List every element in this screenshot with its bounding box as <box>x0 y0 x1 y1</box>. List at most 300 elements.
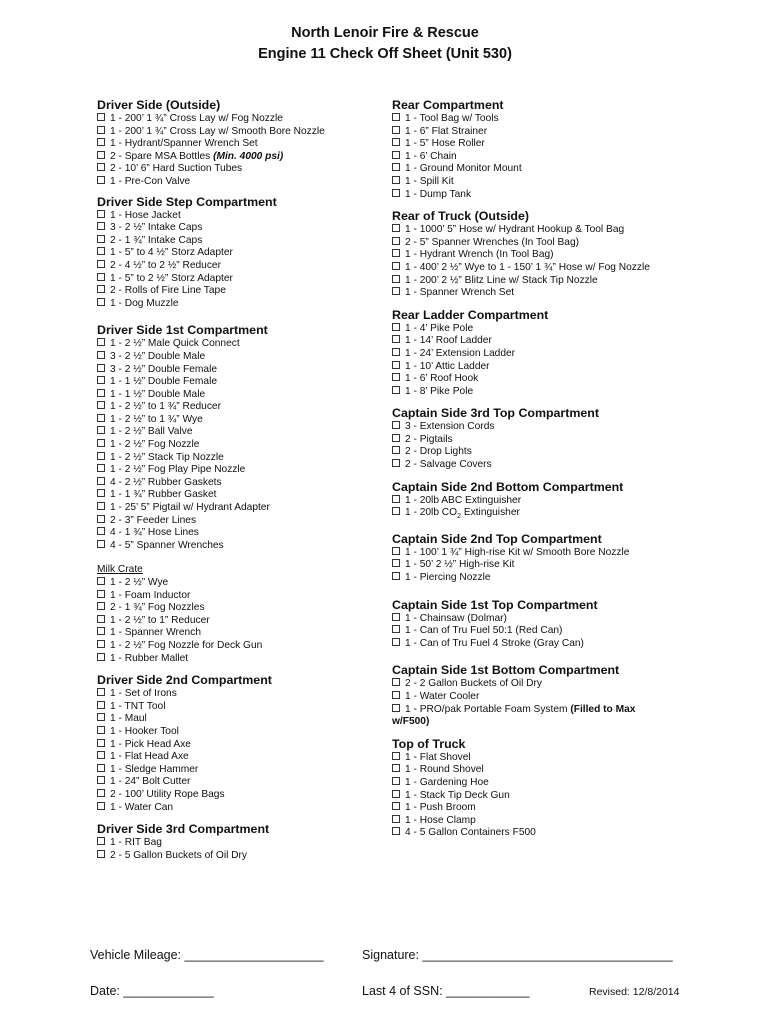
checklist-item <box>392 323 672 336</box>
checkbox-icon[interactable] <box>392 126 400 134</box>
section-title: Driver Side 1st Compartment <box>97 323 268 338</box>
checklist-item <box>97 273 387 286</box>
checklist-item <box>392 386 672 399</box>
section-captain-1st-top <box>392 598 672 651</box>
checklist-item <box>97 739 387 752</box>
checklist-item <box>97 615 387 628</box>
checklist-item-label: 2 - 3” Feeder Lines <box>110 514 197 526</box>
checklist-item-label: 1 - 2 ½” Wye <box>110 577 169 588</box>
checklist-item-label: 2 - 2 Gallon Buckets of Oil Dry <box>405 678 543 690</box>
checkbox-icon[interactable] <box>97 615 105 623</box>
checklist-item-label: 1 - 2 ½” Fog Nozzle for Deck Gun <box>110 639 263 651</box>
checklist-item <box>392 373 672 386</box>
checkbox-icon[interactable] <box>392 249 400 257</box>
checkbox-icon[interactable] <box>392 559 400 567</box>
checklist-item <box>97 764 387 777</box>
checklist-item-label: 3 - 2 ½” Intake Caps <box>110 222 203 234</box>
checklist-item <box>97 602 387 615</box>
checklist-item <box>97 285 387 298</box>
checkbox-icon[interactable] <box>392 348 400 356</box>
checklist-item-label: 1 - Pick Head Axe <box>110 738 191 750</box>
checklist-item <box>392 802 672 815</box>
checkbox-icon[interactable] <box>392 163 400 171</box>
checkbox-icon[interactable] <box>392 373 400 381</box>
item-list <box>392 224 672 300</box>
checklist-item-label: 1 - 24’ Extension Ladder <box>405 347 516 359</box>
checklist-item <box>392 790 672 803</box>
checkbox-icon[interactable] <box>392 262 400 270</box>
checkbox-icon[interactable] <box>97 688 105 696</box>
checkbox-icon[interactable] <box>392 625 400 633</box>
checklist-item <box>97 452 387 465</box>
checklist-item <box>97 364 387 377</box>
checkbox-icon[interactable] <box>97 285 105 293</box>
checklist-item-label: 1 - Hydrant/Spanner Wrench Set <box>110 138 258 150</box>
checklist-item-label: 1 - 1000’ 5” Hose w/ Hydrant Hookup & Tool Bag <box>405 224 625 236</box>
checkbox-icon[interactable] <box>97 464 105 472</box>
checklist-item-label: 1 - Spill Kit <box>405 175 454 187</box>
checklist-item <box>97 477 387 490</box>
checklist-item-label: 1 - Stack Tip Deck Gun <box>405 789 510 801</box>
checklist-item-label: 1 - 2 ½” to 1 ¾” Wye <box>110 413 203 425</box>
checklist-item-foam <box>392 704 672 729</box>
checklist-item-label: 4 - 2 ½” Rubber Gaskets <box>110 476 222 488</box>
checklist-item-label: 1 - RIT Bag <box>110 837 162 849</box>
checklist-item <box>392 224 672 237</box>
checkbox-icon[interactable] <box>97 364 105 372</box>
checkbox-icon[interactable] <box>97 540 105 548</box>
section-title: Rear Ladder Compartment <box>392 307 549 322</box>
section-title: Driver Side 3rd Compartment <box>97 822 270 837</box>
checklist-item-label: 1 - Piercing Nozzle <box>405 572 491 584</box>
checkbox-icon[interactable] <box>392 361 400 369</box>
left-column <box>97 98 387 862</box>
checkbox-icon[interactable] <box>97 627 105 635</box>
checklist-item-label: 1 - 200’ 1 ¾” Cross Lay w/ Fog Nozzle <box>110 113 283 124</box>
section-driver-side-3rd <box>97 822 387 862</box>
checklist-item <box>97 376 387 389</box>
checklist-item-label: 1 - 25’ 5” Pigtail w/ Hydrant Adapter <box>110 502 270 514</box>
checklist-item <box>97 113 387 126</box>
checklist-item-label: 1 - Pre-Con Valve <box>110 175 191 187</box>
checklist-item <box>392 249 672 262</box>
section-rear-of-truck <box>392 209 672 300</box>
checkbox-icon[interactable] <box>97 126 105 134</box>
msa-note: (Min. 4000 psi) <box>210 150 284 162</box>
checkbox-icon[interactable] <box>97 477 105 485</box>
checklist-item <box>97 802 387 815</box>
checklist-item-label: 1 - 5” to 2 ½” Storz Adapter <box>110 272 233 284</box>
checklist-item <box>392 421 672 434</box>
section-title: Driver Side Step Compartment <box>97 194 277 209</box>
checklist-item-label: 1 - 2 ½” to 1 ¾” Reducer <box>110 401 221 413</box>
checklist-item <box>97 163 387 176</box>
section-title: Captain Side 2nd Top Compartment <box>392 531 602 546</box>
section-captain-3rd-top <box>392 406 672 471</box>
checkbox-icon[interactable] <box>97 247 105 255</box>
checklist-item <box>97 260 387 273</box>
checkbox-icon[interactable] <box>392 547 400 555</box>
checklist-item-label: 1 - Hose Jacket <box>110 209 181 221</box>
checkbox-icon[interactable] <box>97 260 105 268</box>
item-list <box>97 837 387 862</box>
item-list <box>392 613 672 651</box>
checklist-item-label: 1 - 4’ Pike Pole <box>405 322 474 334</box>
checkbox-icon[interactable] <box>392 138 400 146</box>
checklist-item <box>392 777 672 790</box>
checkbox-icon[interactable] <box>392 421 400 429</box>
checklist-item <box>97 401 387 414</box>
checklist-item-label: 1 - Round Shovel <box>405 764 484 776</box>
checklist-item <box>97 837 387 850</box>
checkbox-icon[interactable] <box>392 704 400 712</box>
checkbox-icon[interactable] <box>97 163 105 171</box>
checklist-item <box>97 351 387 364</box>
section-driver-side-step <box>97 195 387 311</box>
checklist-item <box>392 764 672 777</box>
checkbox-icon[interactable] <box>97 273 105 281</box>
checklist-item-label: 1 - 50’ 2 ½” High-rise Kit <box>405 559 515 571</box>
checklist-item <box>392 446 672 459</box>
checkbox-icon[interactable] <box>392 446 400 454</box>
section-top-of-truck <box>392 737 672 840</box>
checkbox-icon[interactable] <box>392 237 400 245</box>
checklist-item-label: 2 - 4 ½” to 2 ½” Reducer <box>110 259 221 271</box>
document-title: North Lenoir Fire & Rescue <box>291 25 479 41</box>
checklist-item-label: 2 - 1 ¾” Intake Caps <box>110 234 203 246</box>
checkbox-icon[interactable] <box>97 401 105 409</box>
checkbox-icon[interactable] <box>97 351 105 359</box>
checklist-item-label: 1 - 1 ½” Double Male <box>110 388 206 400</box>
checklist-item-label: 1 - Rubber Mallet <box>110 652 189 664</box>
item-list <box>97 113 387 189</box>
checkbox-icon[interactable] <box>97 439 105 447</box>
checkbox-icon[interactable] <box>97 452 105 460</box>
item-list <box>97 338 387 552</box>
checklist-item-label: 1 - 200’ 1 ¾” Cross Lay w/ Smooth Bore Nozzle <box>110 125 325 137</box>
revised-date: Revised: 12/8/2014 <box>589 986 680 998</box>
vehicle-mileage-field[interactable]: Vehicle Mileage: ____________________ <box>90 948 324 962</box>
checkbox-icon[interactable] <box>392 189 400 197</box>
checklist-item <box>392 189 672 202</box>
checklist-item-label: 2 - Pigtails <box>405 433 453 445</box>
checklist-item <box>97 126 387 139</box>
checklist-item-label: 1 - 5” Hose Roller <box>405 138 485 150</box>
checkbox-icon[interactable] <box>97 713 105 721</box>
checkbox-icon[interactable] <box>97 515 105 523</box>
checklist-item <box>97 713 387 726</box>
section-captain-2nd-bottom <box>392 480 672 524</box>
checkbox-icon[interactable] <box>97 789 105 797</box>
checkbox-icon[interactable] <box>97 113 105 121</box>
checkbox-icon[interactable] <box>392 335 400 343</box>
co2-prefix: 1 - 20lb CO <box>405 507 458 519</box>
document-subtitle: Engine 11 Check Off Sheet (Unit 530) <box>258 46 512 62</box>
checkbox-icon[interactable] <box>97 222 105 230</box>
section-title: Rear Compartment <box>392 98 504 112</box>
checklist-item-label: 1 - 2 ½” Fog Play Pipe Nozzle <box>110 464 246 476</box>
checkbox-icon[interactable] <box>97 298 105 306</box>
item-list <box>392 421 672 471</box>
checklist-item <box>97 489 387 502</box>
checklist-item-label: 2 - Salvage Covers <box>405 459 492 471</box>
item-list <box>97 577 387 665</box>
checklist-item-label: 2 - Spare MSA Bottles <box>110 150 211 162</box>
checklist-item-label: 2 - 5” Spanner Wrenches (In Tool Bag) <box>405 236 580 248</box>
section-milk-crate <box>97 564 387 665</box>
checklist-item <box>97 439 387 452</box>
checkbox-icon[interactable] <box>97 850 105 858</box>
checklist-item-label: 2 - Rolls of Fire Line Tape <box>110 285 226 297</box>
checklist-item-label: 1 - Push Broom <box>405 802 476 814</box>
checklist-item <box>392 163 672 176</box>
checklist-item <box>392 126 672 139</box>
checkbox-icon[interactable] <box>97 489 105 497</box>
checklist-item-label: 1 - 6” Flat Strainer <box>405 125 488 137</box>
checklist-item <box>392 237 672 250</box>
checklist-item-label: 1 - Spanner Wrench <box>110 627 201 639</box>
checklist-item <box>392 678 672 691</box>
checkbox-icon[interactable] <box>97 701 105 709</box>
checklist-item <box>392 691 672 704</box>
checkbox-icon[interactable] <box>392 691 400 699</box>
checklist-item-label: 1 - 10’ Attic Ladder <box>405 360 490 372</box>
item-list <box>97 688 387 814</box>
checkbox-icon[interactable] <box>392 224 400 232</box>
checklist-item-label: 1 - Water Can <box>110 801 174 813</box>
section-captain-1st-bottom <box>392 663 672 728</box>
checklist-item-label: 1 - 6’ Roof Hook <box>405 373 479 385</box>
checklist-item-label: 1 - Spanner Wrench Set <box>405 287 515 299</box>
checkbox-icon[interactable] <box>97 151 105 159</box>
checklist-item-label: 1 - Dog Muzzle <box>110 297 179 309</box>
checklist-item-label: 1 - Dump Tank <box>405 188 472 200</box>
checklist-item <box>97 176 387 189</box>
item-list <box>392 113 672 201</box>
item-list <box>392 323 672 399</box>
checklist-item <box>97 138 387 151</box>
checklist-item-label: 1 - Hydrant Wrench (In Tool Bag) <box>405 249 554 261</box>
checklist-item <box>392 625 672 638</box>
checkbox-icon[interactable] <box>392 638 400 646</box>
item-list <box>392 495 672 508</box>
item-list <box>392 678 672 703</box>
section-title: Driver Side (Outside) <box>97 98 221 112</box>
checklist-item <box>392 827 672 840</box>
date-field[interactable]: Date: _____________ <box>90 984 214 998</box>
checklist-item <box>97 222 387 235</box>
checkbox-icon[interactable] <box>97 338 105 346</box>
item-list <box>392 752 672 840</box>
checklist-item <box>97 210 387 223</box>
co2-subscript: 2 <box>457 513 461 521</box>
checklist-item-label: 1 - Sledge Hammer <box>110 763 199 775</box>
checklist-item <box>97 776 387 789</box>
checkbox-icon[interactable] <box>97 837 105 845</box>
section-title: Captain Side 1st Top Compartment <box>392 597 598 612</box>
section-driver-side-outside <box>97 98 387 189</box>
checklist-item <box>392 287 672 300</box>
checklist-item <box>97 464 387 477</box>
signature-field[interactable]: Signature: ____________________________________ <box>362 948 673 962</box>
checklist-item-label: 3 - 2 ½” Double Female <box>110 363 218 375</box>
checklist-item <box>392 752 672 765</box>
checklist-item <box>392 113 672 126</box>
checklist-item <box>97 850 387 863</box>
checkbox-icon[interactable] <box>392 386 400 394</box>
checkbox-icon[interactable] <box>97 235 105 243</box>
foam-note: (Filled to Max w/F500) <box>392 703 636 728</box>
section-driver-side-2nd <box>97 673 387 814</box>
checkbox-icon[interactable] <box>97 502 105 510</box>
checkbox-icon[interactable] <box>97 426 105 434</box>
checkbox-icon[interactable] <box>392 802 400 810</box>
checklist-item-label: 1 - TNT Tool <box>110 700 166 712</box>
checklist-item <box>97 701 387 714</box>
checklist-item <box>97 789 387 802</box>
checklist-item <box>392 495 672 508</box>
checklist-item-label: 2 - 5 Gallon Buckets of Oil Dry <box>110 849 248 861</box>
section-rear-ladder <box>392 308 672 399</box>
checklist-item <box>97 298 387 311</box>
checkbox-icon[interactable] <box>97 751 105 759</box>
checkbox-icon[interactable] <box>392 323 400 331</box>
checklist-item <box>392 459 672 472</box>
checklist-item <box>97 235 387 248</box>
checklist-item-label: 1 - Water Cooler <box>405 691 480 703</box>
checklist-item <box>97 540 387 553</box>
checkbox-icon[interactable] <box>392 613 400 621</box>
checkbox-icon[interactable] <box>392 777 400 785</box>
checklist-item <box>392 815 672 828</box>
checklist-item-label: 1 - 100’ 1 ¾” High-rise Kit w/ Smooth Bore Nozzle <box>405 546 630 558</box>
checklist-item-label: 1 - 1 ¾” Rubber Gasket <box>110 489 217 501</box>
checklist-item-label: 1 - 2 ½” Ball Valve <box>110 426 193 438</box>
checkbox-icon[interactable] <box>97 764 105 772</box>
checklist-item-label: 1 - 6’ Chain <box>405 150 457 162</box>
ssn-field[interactable]: Last 4 of SSN: ____________ <box>362 984 530 998</box>
checklist-item-label: 3 - Extension Cords <box>405 421 495 433</box>
checklist-item <box>392 638 672 651</box>
checkbox-icon[interactable] <box>392 495 400 503</box>
checklist-item-label: 2 - 1 ¾” Fog Nozzles <box>110 602 205 614</box>
checklist-item-label: 2 - Drop Lights <box>405 446 472 458</box>
checkbox-icon[interactable] <box>392 507 400 515</box>
checklist-item-label: 1 - 2 ½” to 1” Reducer <box>110 614 210 626</box>
checkbox-icon[interactable] <box>97 176 105 184</box>
checkbox-icon[interactable] <box>97 376 105 384</box>
checklist-item-label: 1 - 14’ Roof Ladder <box>405 335 492 347</box>
checklist-item <box>97 751 387 764</box>
checkbox-icon[interactable] <box>97 590 105 598</box>
checkbox-icon[interactable] <box>97 653 105 661</box>
checklist-item-label: 1 - Hose Clamp <box>405 814 476 826</box>
checkbox-icon[interactable] <box>97 739 105 747</box>
checklist-item-label: 1 - Foam Inductor <box>110 589 191 601</box>
checklist-item <box>97 151 387 164</box>
right-column <box>392 98 672 840</box>
checkbox-icon[interactable] <box>97 602 105 610</box>
checkbox-icon[interactable] <box>392 790 400 798</box>
checkbox-icon[interactable] <box>392 572 400 580</box>
checkbox-icon[interactable] <box>392 434 400 442</box>
checkbox-icon[interactable] <box>392 151 400 159</box>
checklist-item-label: 4 - 5” Spanner Wrenches <box>110 539 224 551</box>
checkbox-icon[interactable] <box>392 287 400 295</box>
checklist-item <box>392 613 672 626</box>
section-captain-2nd-top <box>392 532 672 585</box>
checklist-item-label: 4 - 1 ¾” Hose Lines <box>110 527 199 539</box>
checklist-item <box>392 335 672 348</box>
checklist-item-label: 1 - 1 ½” Double Female <box>110 376 218 388</box>
checklist-item <box>97 527 387 540</box>
section-title: Rear of Truck (Outside) <box>392 209 530 224</box>
foam-item-label: 1 - PRO/pak Portable Foam System <box>405 703 571 715</box>
checklist-item <box>392 275 672 288</box>
checkbox-icon[interactable] <box>97 776 105 784</box>
checklist-item <box>97 577 387 590</box>
checklist-item <box>97 426 387 439</box>
checkbox-icon[interactable] <box>97 210 105 218</box>
checklist-item-label: 1 - Flat Shovel <box>405 751 471 763</box>
item-list <box>392 547 672 585</box>
checkbox-icon[interactable] <box>392 113 400 121</box>
co2-suffix: Extinguisher <box>461 507 520 519</box>
checkbox-icon[interactable] <box>97 726 105 734</box>
checkbox-icon[interactable] <box>392 815 400 823</box>
checklist-item-label: 1 - 2 ½” Male Quick Connect <box>110 338 240 350</box>
checkbox-icon[interactable] <box>97 389 105 397</box>
checkbox-icon[interactable] <box>392 827 400 835</box>
checkbox-icon[interactable] <box>392 459 400 467</box>
checklist-item-label: 2 - 10’ 6” Hard Suction Tubes <box>110 163 243 175</box>
checklist-item-label: 2 - 100’ Utility Rope Bags <box>110 788 225 800</box>
item-list <box>97 210 387 311</box>
checkbox-icon[interactable] <box>97 138 105 146</box>
section-title: Captain Side 2nd Bottom Compartment <box>392 479 624 494</box>
checkbox-icon[interactable] <box>97 640 105 648</box>
checkbox-icon[interactable] <box>392 176 400 184</box>
checklist-item <box>392 151 672 164</box>
section-title: Top of Truck <box>392 736 466 751</box>
checklist-item <box>97 640 387 653</box>
checklist-item <box>392 176 672 189</box>
checkbox-icon[interactable] <box>97 577 105 585</box>
checklist-item-label: 1 - Flat Head Axe <box>110 751 189 763</box>
checkbox-icon[interactable] <box>97 802 105 810</box>
section-title: Driver Side 2nd Compartment <box>97 673 272 688</box>
checklist-item <box>97 590 387 603</box>
section-driver-side-1st <box>97 323 387 552</box>
checklist-item <box>97 627 387 640</box>
checkbox-icon[interactable] <box>392 764 400 772</box>
checklist-item-label: 1 - 24” Bolt Cutter <box>110 776 191 788</box>
checklist-item-label: 1 - Set of Irons <box>110 688 177 700</box>
checkbox-icon[interactable] <box>392 275 400 283</box>
checkbox-icon[interactable] <box>392 678 400 686</box>
checkbox-icon[interactable] <box>97 414 105 422</box>
checklist-item <box>392 434 672 447</box>
checklist-item-label: 1 - Can of Tru Fuel 50:1 (Red Can) <box>405 625 563 637</box>
milk-crate-label: Milk Crate <box>97 564 143 576</box>
checkbox-icon[interactable] <box>392 752 400 760</box>
checklist-item <box>392 348 672 361</box>
checklist-item-label: 1 - 8’ Pike Pole <box>405 385 474 397</box>
checklist-item <box>97 515 387 528</box>
section-title: Captain Side 1st Bottom Compartment <box>392 663 620 678</box>
checkbox-icon[interactable] <box>97 527 105 535</box>
checklist-item-co2 <box>392 507 672 524</box>
